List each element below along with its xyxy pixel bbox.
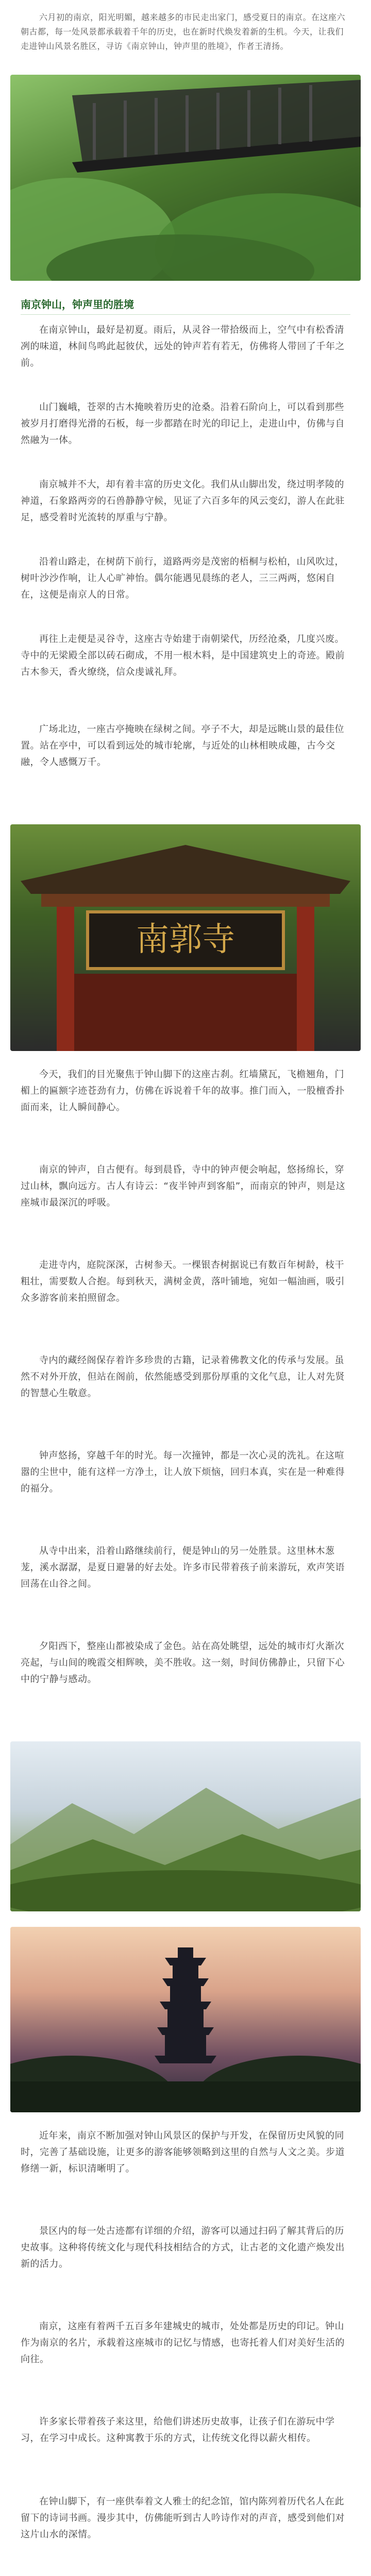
paragraph-15: 景区内的每一处古迹都有详细的介绍，游客可以通过扫码了解其背后的历史故事。这种将传统文化与现代科技相结合的方式，让古老的文化遗产焕发出新的活力。 <box>21 2226 345 2269</box>
paragraph-13: 夕阳西下，整座山都被染成了金色。站在高处眺望，远处的城市灯火渐次亮起，与山间的晚霞交相辉映，美不胜收。这一刻，时间仿佛静止，只留下心中的宁静与感动。 <box>21 1641 345 1685</box>
paragraph-3: 南京城并不大，却有着丰富的历史文化。我们从山脚出发，绕过明孝陵的神道，石象路两旁的石兽静静守候，见证了六百多年的风云变幻，游人在此驻足，感受着时光流转的厚重与宁静。 <box>21 479 345 523</box>
paragraph-16: 南京，这座有着两千五百多年建城史的城市，处处都是历史的印记。钟山作为南京的名片，承载着这座城市的记忆与情感，也寄托着人们对美好生活的向往。 <box>21 2321 345 2365</box>
section-title: 南京钟山，钟声里的胜境 <box>21 298 134 311</box>
hero-image-eave <box>10 75 361 281</box>
pagoda-image <box>10 1927 361 2112</box>
title-divider <box>21 314 350 315</box>
plaque-text: 南郭寺 <box>136 921 235 959</box>
paragraph-4: 沿着山路走，在树荫下前行，道路两旁是茂密的梧桐与松柏，山风吹过，树叶沙沙作响，让人心旷神怡。偶尔能遇见晨练的老人，三三两两，悠闲自在，这便是南京人的日常。 <box>21 556 344 600</box>
paragraph-1: 在南京钟山，最好是初夏。雨后，从灵谷一带拾级而上，空气中有松香清冽的味道，林间鸟鸣此起彼伏，远处的钟声若有若无，仿佛将人带回了千年之前。 <box>21 325 345 368</box>
paragraph-5: 再往上走便是灵谷寺，这座古寺始建于南朝梁代，历经沧桑，几度兴废。寺中的无梁殿全部以砖石砌成，不用一根木料，是中国建筑史上的奇迹。殿前古木参天，香火缭绕，信众虔诚礼拜。 <box>21 634 345 677</box>
paragraph-12: 从寺中出来，沿着山路继续前行，便是钟山的另一处胜景。这里林木葱茏，溪水潺潺，是夏日避暑的好去处。许多市民带着孩子前来游玩，欢声笑语回荡在山谷之间。 <box>21 1546 345 1589</box>
paragraph-18: 在钟山脚下，有一座供奉着文人雅士的纪念馆，馆内陈列着历代名人在此留下的诗词书画。漫步其中，仿佛能听到古人吟诗作对的声音，感受到他们对这片山水的深情。 <box>21 2496 345 2540</box>
paragraph-17: 许多家长带着孩子来这里，给他们讲述历史故事，让孩子们在游玩中学习，在学习中成长。这种寓教于乐的方式，让传统文化得以薪火相传。 <box>21 2416 335 2444</box>
paragraph-8: 南京的钟声，自古便有。每到晨昏，寺中的钟声便会响起，悠扬绵长，穿过山林，飘向远方。古人有诗云：“夜半钟声到客船”，而南京的钟声，则是这座城市最深沉的呼吸。 <box>21 1164 346 1208</box>
paragraph-14: 近年来，南京不断加强对钟山风景区的保护与开发，在保留历史风貌的同时，完善了基础设施，让更多的游客能够领略到这里的自然与人文之美。步道修缮一新，标识清晰明了。 <box>21 2130 345 2174</box>
paragraph-9: 走进寺内，庭院深深，古树参天。一棵银杏树据说已有数百年树龄，枝干粗壮，需要数人合抱。每到秋天，满树金黄，落叶铺地，宛如一幅油画，吸引众多游客前来拍照留念。 <box>21 1260 345 1303</box>
paragraph-2: 山门巍峨，苍翠的古木掩映着历史的沧桑。沿着石阶向上，可以看到那些被岁月打磨得光滑的石板，每一步都踏在时光的印记上，走进山中，仿佛与自然融为一体。 <box>21 402 345 446</box>
paragraph-7: 今天，我们的目光聚焦于钟山脚下的这座古刹。红墙黛瓦，飞檐翘角，门楣上的匾额字迹苍劲有力，仿佛在诉说着千年的故事。推门而入，一股檀香扑面而来，让人瞬间静心。 <box>21 1069 345 1113</box>
mountain-landscape-image <box>10 1741 361 1911</box>
paragraph-6: 广场北边，一座古亭掩映在绿树之间。亭子不大，却是远眺山景的最佳位置。站在亭中，可以看到远处的城市轮廓，与近处的山林相映成趣，古今交融，令人感慨万千。 <box>21 724 344 768</box>
paragraph-10: 寺内的藏经阁保存着许多珍贵的古籍，记录着佛教文化的传承与发展。虽然不对外开放，但站在阁前，依然能感受到那份厚重的文化气息，让人对先贤的智慧心生敬意。 <box>21 1355 345 1399</box>
temple-gate-image <box>10 824 361 1051</box>
paragraph-11: 钟声悠扬，穿越千年的时光。每一次撞钟，都是一次心灵的洗礼。在这喧嚣的尘世中，能有这样一方净土，让人放下烦恼，回归本真，实在是一种难得的福分。 <box>21 1450 345 1494</box>
intro-text: 六月初的南京，阳光明媚，越来越多的市民走出家门，感受夏日的南京。在这座六朝古都，每一处风景都承载着千年的历史，也在新时代焕发着新的生机。今天，让我们走进钟山风景名胜区，寻访《南京钟山，钟声里的胜境》，作者王清扬。 <box>21 12 346 51</box>
